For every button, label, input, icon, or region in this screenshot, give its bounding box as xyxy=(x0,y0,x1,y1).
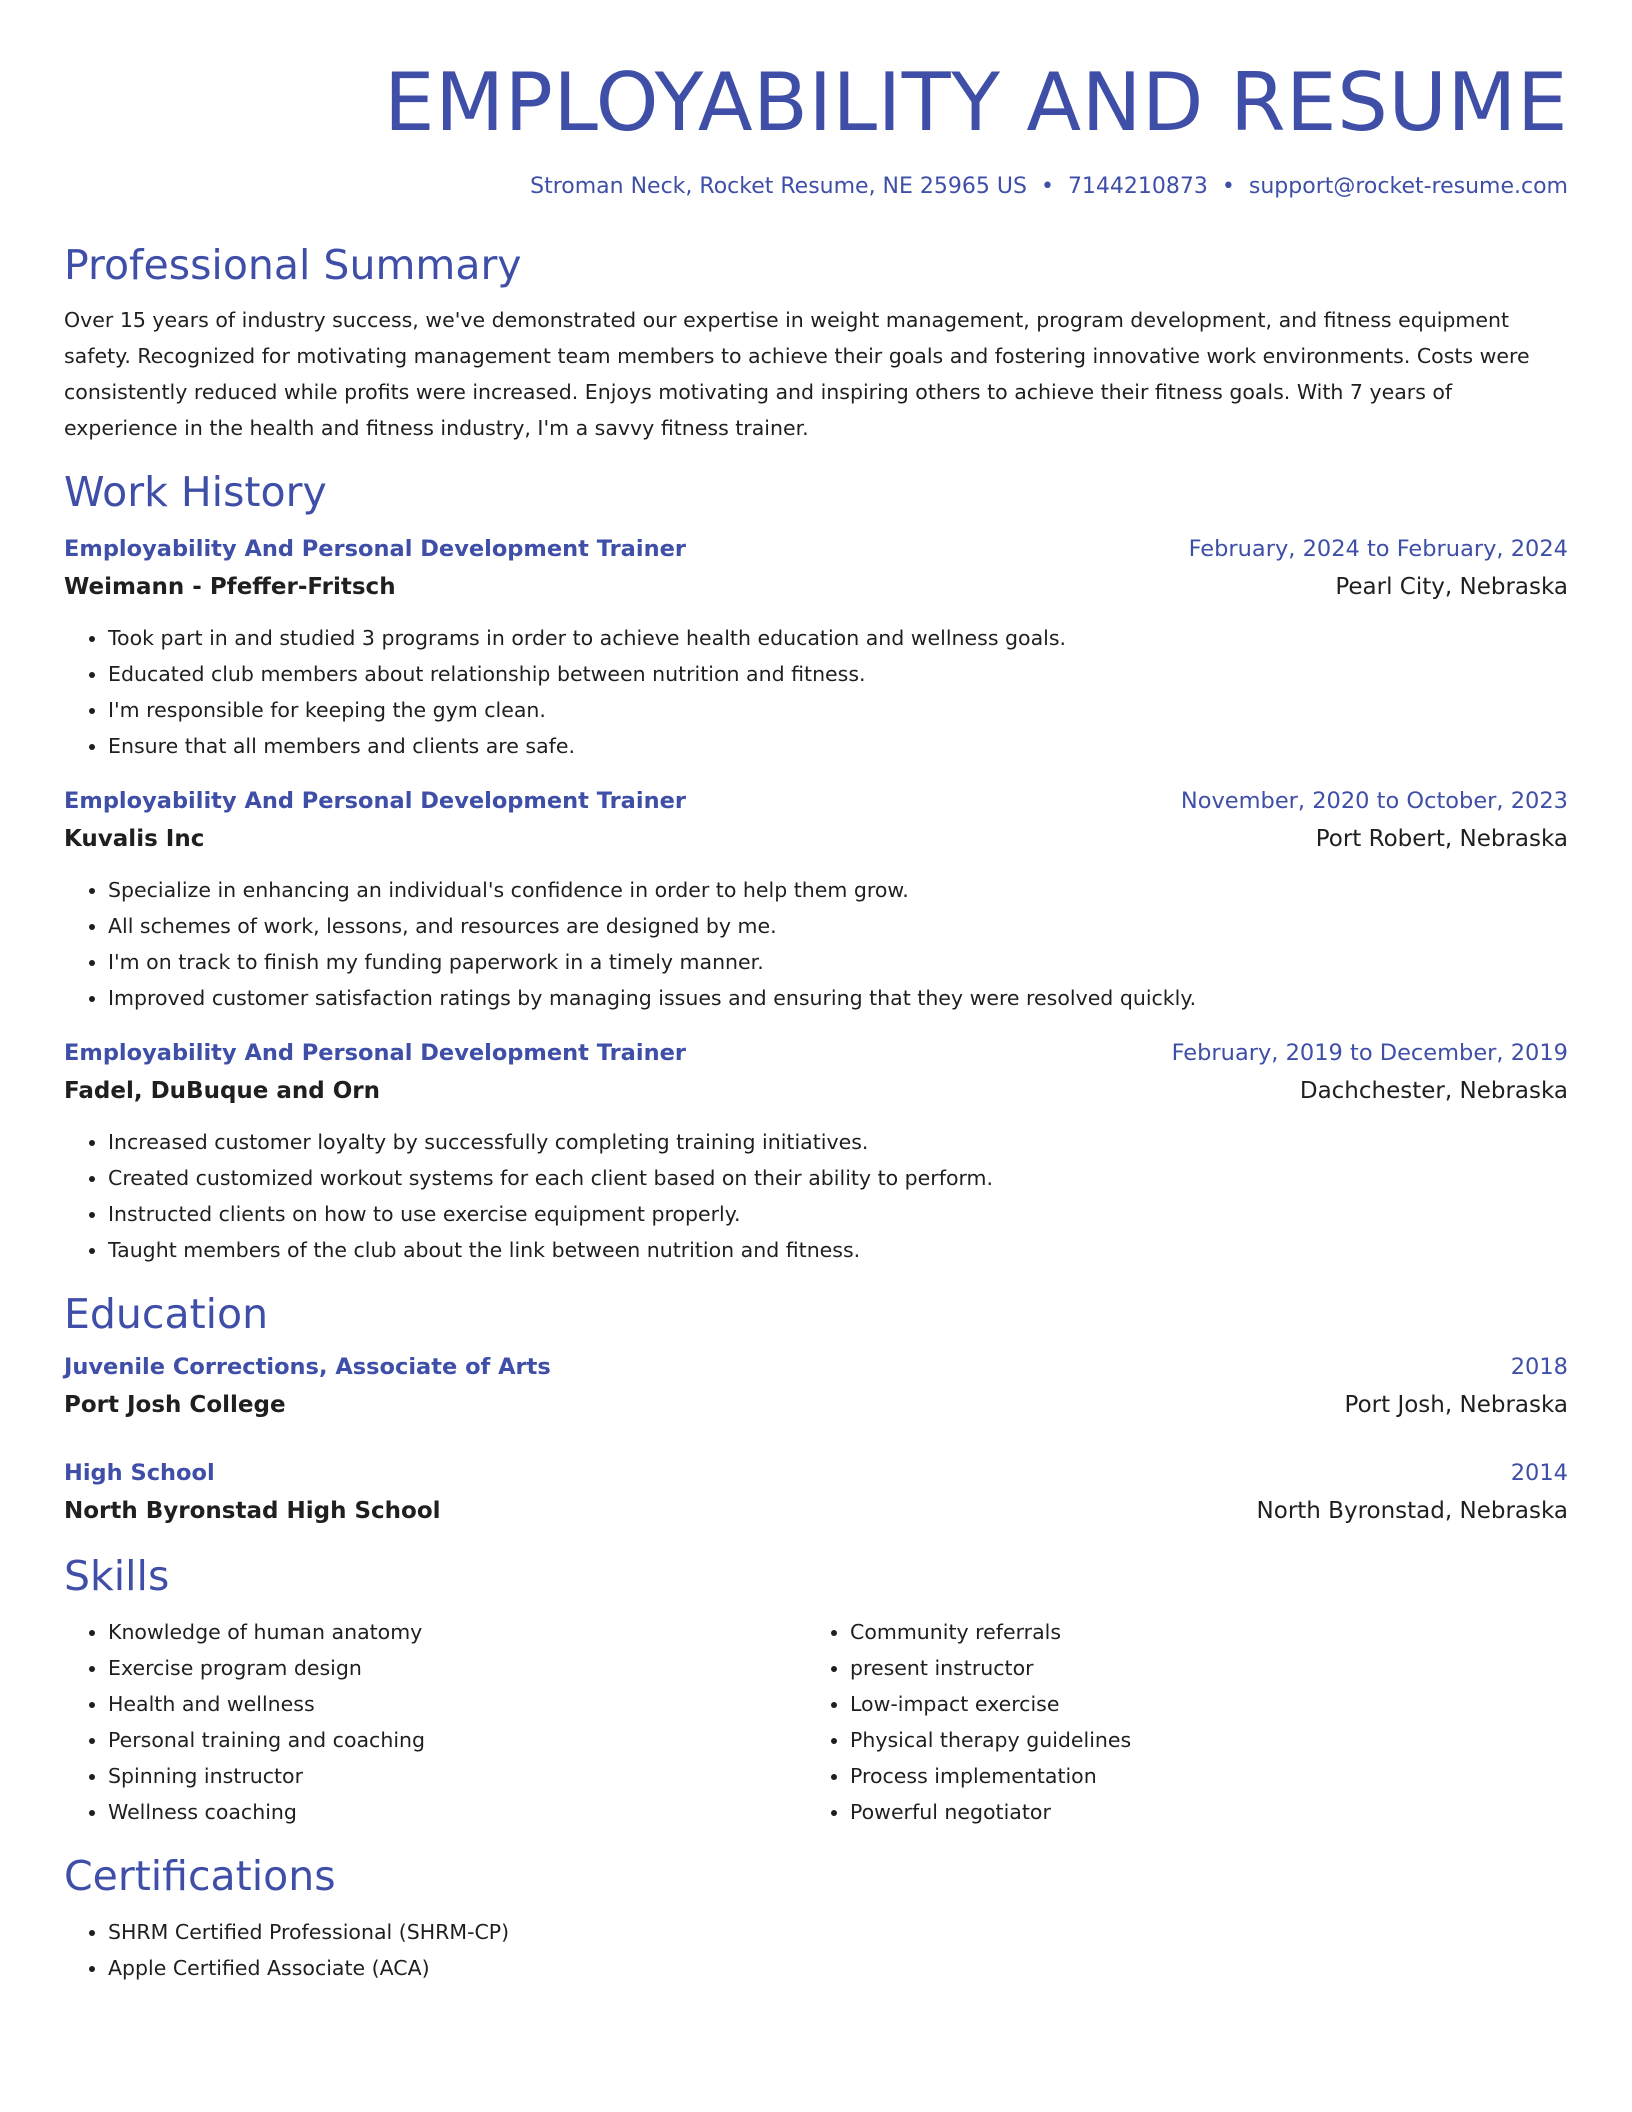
skills-list-left xyxy=(64,1614,806,1830)
certification-item: • SHRM Certified Professional (SHRM-CP) xyxy=(108,1914,1568,1950)
skill-item: • Personal training and coaching xyxy=(108,1722,806,1758)
contact-address: Stroman Neck, Rocket Resume, NE 25965 US xyxy=(530,174,1027,199)
job-employer: Fadel, DuBuque and Orn xyxy=(64,1078,381,1104)
summary-text: Over 15 years of industry success, we've demonstrated our expertise in weight management, program development, and fitness equipment safety. Recognized for motivating management team members to achieve their goals and fostering innovative work environments. Costs were consistently reduced while profits were increased. Enjoys motivating and inspiring others to achieve their fitness goals. With 7 years of experience in the health and fitness industry, I'm a savvy fitness trainer. xyxy=(64,308,1530,440)
job-bullet: • Created customized workout systems for each client based on their ability to perform. xyxy=(108,1160,1568,1196)
job-bullet: • Ensure that all members and clients are safe. xyxy=(108,728,1568,764)
education-entry xyxy=(64,1348,1568,1424)
job-bullet: • Taught members of the club about the link between nutrition and fitness. xyxy=(108,1232,1568,1268)
education-degree: Juvenile Corrections, Associate of Arts xyxy=(64,1354,551,1380)
contact-email: support@rocket-resume.com xyxy=(1248,174,1568,199)
job-entry xyxy=(64,782,1568,1016)
job-location: Dachchester, Nebraska xyxy=(1299,1078,1568,1104)
job-bullet: • I'm responsible for keeping the gym clean. xyxy=(108,692,1568,728)
job-bullet: • Improved customer satisfaction ratings by managing issues and ensuring that they were resolved quickly. xyxy=(108,980,1568,1016)
job-bullet: • All schemes of work, lessons, and resources are designed by me. xyxy=(108,908,1568,944)
education-degree: High School xyxy=(64,1460,215,1486)
contact-separator: • xyxy=(1040,174,1054,199)
skill-item: • Community referrals xyxy=(850,1614,1548,1650)
section-title-work-history: Work History xyxy=(64,468,327,516)
job-bullet: • Instructed clients on how to use exercise equipment properly. xyxy=(108,1196,1568,1232)
education-school: North Byronstad High School xyxy=(64,1498,441,1524)
education-entry xyxy=(64,1454,1568,1530)
skill-item: • Physical therapy guidelines xyxy=(850,1722,1548,1758)
job-bullet: • Educated club members about relationship between nutrition and fitness. xyxy=(108,656,1568,692)
skill-item: • Health and wellness xyxy=(108,1686,806,1722)
skill-item: • Powerful negotiator xyxy=(850,1794,1548,1830)
education-school: Port Josh College xyxy=(64,1392,286,1418)
certification-item: • Apple Certified Associate (ACA) xyxy=(108,1950,1568,1986)
resume-page xyxy=(64,0,1568,1986)
skill-item: • Process implementation xyxy=(850,1758,1548,1794)
job-dates: November, 2020 to October, 2023 xyxy=(1180,788,1568,814)
job-location: Pearl City, Nebraska xyxy=(1335,574,1568,600)
section-title-summary: Professional Summary xyxy=(64,241,522,289)
job-dates: February, 2024 to February, 2024 xyxy=(1188,536,1568,562)
education-year: 2018 xyxy=(1510,1354,1568,1380)
job-bullets xyxy=(64,1124,1568,1268)
job-bullet: • Increased customer loyalty by successfully completing training initiatives. xyxy=(108,1124,1568,1160)
skill-item: • Wellness coaching xyxy=(108,1794,806,1830)
job-entry xyxy=(64,530,1568,764)
contact-separator: • xyxy=(1221,174,1235,199)
contact-phone: 7144210873 xyxy=(1067,174,1208,199)
education-location: Port Josh, Nebraska xyxy=(1344,1392,1568,1418)
skill-item: • Knowledge of human anatomy xyxy=(108,1614,806,1650)
job-bullets xyxy=(64,872,1568,1016)
skill-item: • Low-impact exercise xyxy=(850,1686,1548,1722)
contact-line xyxy=(64,171,1568,203)
job-bullet: • Specialize in enhancing an individual's confidence in order to help them grow. xyxy=(108,872,1568,908)
job-title: Employability And Personal Development Trainer xyxy=(64,536,686,562)
skills-columns xyxy=(64,1614,1568,1830)
job-title: Employability And Personal Development Trainer xyxy=(64,788,686,814)
section-title-education: Education xyxy=(64,1290,269,1338)
job-bullets xyxy=(64,620,1568,764)
skill-item: • Spinning instructor xyxy=(108,1758,806,1794)
job-bullet: • I'm on track to finish my funding paperwork in a timely manner. xyxy=(108,944,1568,980)
job-employer: Weimann - Pfeffer-Fritsch xyxy=(64,574,396,600)
section-title-certifications: Certifications xyxy=(64,1852,336,1900)
section-title-skills: Skills xyxy=(64,1552,170,1600)
job-title: Employability And Personal Development Trainer xyxy=(64,1040,686,1066)
education-location: North Byronstad, Nebraska xyxy=(1256,1498,1568,1524)
certifications-list xyxy=(64,1914,1568,1986)
job-entry xyxy=(64,1034,1568,1268)
skills-list-right xyxy=(806,1614,1548,1830)
job-bullet: • Took part in and studied 3 programs in order to achieve health education and wellness goals. xyxy=(108,620,1568,656)
job-dates: February, 2019 to December, 2019 xyxy=(1171,1040,1568,1066)
resume-name-heading: EMPLOYABILITY AND RESUME xyxy=(384,56,1568,149)
skill-item: • Exercise program design xyxy=(108,1650,806,1686)
job-location: Port Robert, Nebraska xyxy=(1315,826,1568,852)
skill-item: • present instructor xyxy=(850,1650,1548,1686)
education-year: 2014 xyxy=(1510,1460,1568,1486)
job-employer: Kuvalis Inc xyxy=(64,826,205,852)
